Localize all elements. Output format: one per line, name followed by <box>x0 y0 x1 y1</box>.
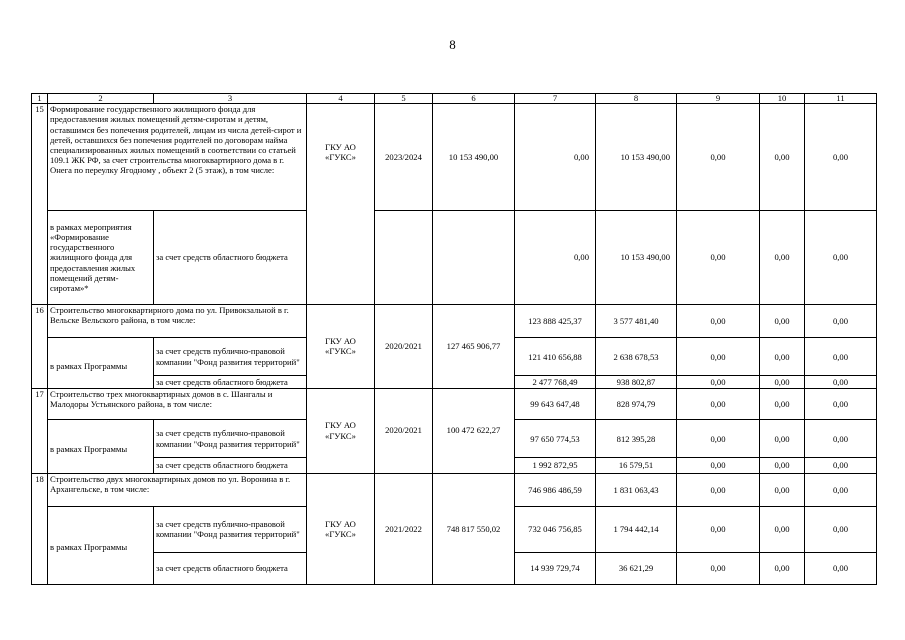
value-col8: 10 153 490,00 <box>596 104 677 211</box>
executor: ГКУ АО «ГУКС» <box>307 473 375 584</box>
row-number: 18 <box>32 473 48 584</box>
value-col10: 0,00 <box>760 211 805 304</box>
value-col8: 10 153 490,00 <box>596 211 677 304</box>
column-number: 4 <box>307 94 375 104</box>
value-col9: 0,00 <box>677 506 760 552</box>
value-col11: 0,00 <box>805 376 877 388</box>
value-col9: 0,00 <box>677 419 760 457</box>
funding-source: за счет средств публично-правовой компании "Фонд развития территорий" <box>154 419 307 457</box>
funding-source: за счет средств областного бюджета <box>154 376 307 388</box>
program-label: в рамках Программы <box>48 506 154 584</box>
executor: ГКУ АО «ГУКС» <box>307 388 375 473</box>
value-col11: 0,00 <box>805 458 877 473</box>
value-col10: 0,00 <box>760 473 805 506</box>
value-col11: 0,00 <box>805 337 877 375</box>
row-title: Строительство многоквартирного дома по ул. Привокзальной в г. Вельске Вельского района, в том числе: <box>48 304 307 337</box>
value-col10: 0,00 <box>760 506 805 552</box>
value-col11: 0,00 <box>805 388 877 419</box>
funding-source: за счет средств областного бюджета <box>154 552 307 584</box>
column-number: 3 <box>154 94 307 104</box>
program-label: в рамках Программы <box>48 337 154 388</box>
value-col9: 0,00 <box>677 552 760 584</box>
value-col8: 828 974,79 <box>596 388 677 419</box>
period: 2020/2021 <box>375 304 433 388</box>
funding-source: за счет средств публично-правовой компании "Фонд развития территорий" <box>154 506 307 552</box>
value-col7: 746 986 486,59 <box>515 473 596 506</box>
value-col7: 732 046 756,85 <box>515 506 596 552</box>
value-col7: 14 939 729,74 <box>515 552 596 584</box>
value-col7: 0,00 <box>515 104 596 211</box>
row-number: 15 <box>32 104 48 304</box>
value-col10: 0,00 <box>760 458 805 473</box>
funding-source: за счет средств публично-правовой компании "Фонд развития территорий" <box>154 337 307 375</box>
value-col9: 0,00 <box>677 388 760 419</box>
value-col8: 1 831 063,43 <box>596 473 677 506</box>
value-col7: 97 650 774,53 <box>515 419 596 457</box>
value-col8: 812 395,28 <box>596 419 677 457</box>
funding-source: за счет средств областного бюджета <box>154 211 307 304</box>
value-col10: 0,00 <box>760 337 805 375</box>
value-col7: 121 410 656,88 <box>515 337 596 375</box>
value-col7: 1 992 872,95 <box>515 458 596 473</box>
period: 2023/2024 <box>375 104 433 211</box>
value-col8: 2 638 678,53 <box>596 337 677 375</box>
value-col11: 0,00 <box>805 552 877 584</box>
value-col10: 0,00 <box>760 419 805 457</box>
value-col11: 0,00 <box>805 104 877 211</box>
executor: ГКУ АО «ГУКС» <box>307 304 375 388</box>
value-col9: 0,00 <box>677 211 760 304</box>
table-row <box>32 473 877 506</box>
value-col11: 0,00 <box>805 211 877 304</box>
total-cost: 10 153 490,00 <box>433 104 515 211</box>
value-col10: 0,00 <box>760 388 805 419</box>
value-col8: 3 577 481,40 <box>596 304 677 337</box>
table-row <box>32 211 877 304</box>
value-col9: 0,00 <box>677 473 760 506</box>
value-col8: 1 794 442,14 <box>596 506 677 552</box>
table-row <box>32 104 877 211</box>
column-number: 9 <box>677 94 760 104</box>
total-cost: 100 472 622,27 <box>433 388 515 473</box>
row-number: 16 <box>32 304 48 388</box>
row-title: Формирование государственного жилищного фонда для предоставления жилых помещений детям-сиротам и детям, оставшимся без попечения родителей, лицам из числа детей-сирот и детей, оставшихся без попечения родителей по договорам найма специализированных жилых помещений в соответствии со статьей 109.1 ЖК РФ, за счет строительства многоквартирного дома в г. Онега по переулку Ягодному , объект 2 (5 этаж), в том числе: <box>48 104 307 211</box>
sub-label: в рамках мероприятия «Формирование государственного жилищного фонда для предоставления жилых помещений детям-сиротам»* <box>48 211 154 304</box>
value-col9: 0,00 <box>677 376 760 388</box>
value-col11: 0,00 <box>805 506 877 552</box>
value-col7: 2 477 768,49 <box>515 376 596 388</box>
column-number: 8 <box>596 94 677 104</box>
total-cost: 748 817 550,02 <box>433 473 515 584</box>
row-title: Строительство двух многоквартирных домов по ул. Воронина в г. Архангельске, в том числе: <box>48 473 307 506</box>
value-col11: 0,00 <box>805 473 877 506</box>
table-row <box>32 304 877 337</box>
value-col8: 16 579,51 <box>596 458 677 473</box>
empty-cell <box>375 211 433 304</box>
value-col7: 99 643 647,48 <box>515 388 596 419</box>
value-col11: 0,00 <box>805 304 877 337</box>
column-numbers-row <box>32 94 877 104</box>
table-row <box>32 388 877 419</box>
value-col7: 123 888 425,37 <box>515 304 596 337</box>
value-col9: 0,00 <box>677 337 760 375</box>
period: 2021/2022 <box>375 473 433 584</box>
empty-cell <box>433 211 515 304</box>
program-label: в рамках Программы <box>48 419 154 473</box>
column-number: 7 <box>515 94 596 104</box>
value-col9: 0,00 <box>677 104 760 211</box>
value-col10: 0,00 <box>760 104 805 211</box>
period: 2020/2021 <box>375 388 433 473</box>
value-col10: 0,00 <box>760 304 805 337</box>
funding-source: за счет средств областного бюджета <box>154 458 307 473</box>
value-col11: 0,00 <box>805 419 877 457</box>
value-col9: 0,00 <box>677 458 760 473</box>
column-number: 6 <box>433 94 515 104</box>
column-number: 1 <box>32 94 48 104</box>
column-number: 11 <box>805 94 877 104</box>
value-col8: 938 802,87 <box>596 376 677 388</box>
column-number: 5 <box>375 94 433 104</box>
value-col9: 0,00 <box>677 304 760 337</box>
row-title: Строительство трех многоквартирных домов в с. Шангалы и Малодоры Устьянского района, в том числе: <box>48 388 307 419</box>
row-number: 17 <box>32 388 48 473</box>
total-cost: 127 465 906,77 <box>433 304 515 388</box>
value-col7: 0,00 <box>515 211 596 304</box>
column-number: 10 <box>760 94 805 104</box>
executor: ГКУ АО «ГУКС» <box>307 104 375 304</box>
page-number: 8 <box>449 37 456 52</box>
value-col10: 0,00 <box>760 552 805 584</box>
value-col10: 0,00 <box>760 376 805 388</box>
column-number: 2 <box>48 94 154 104</box>
value-col8: 36 621,29 <box>596 552 677 584</box>
program-table <box>31 93 877 585</box>
